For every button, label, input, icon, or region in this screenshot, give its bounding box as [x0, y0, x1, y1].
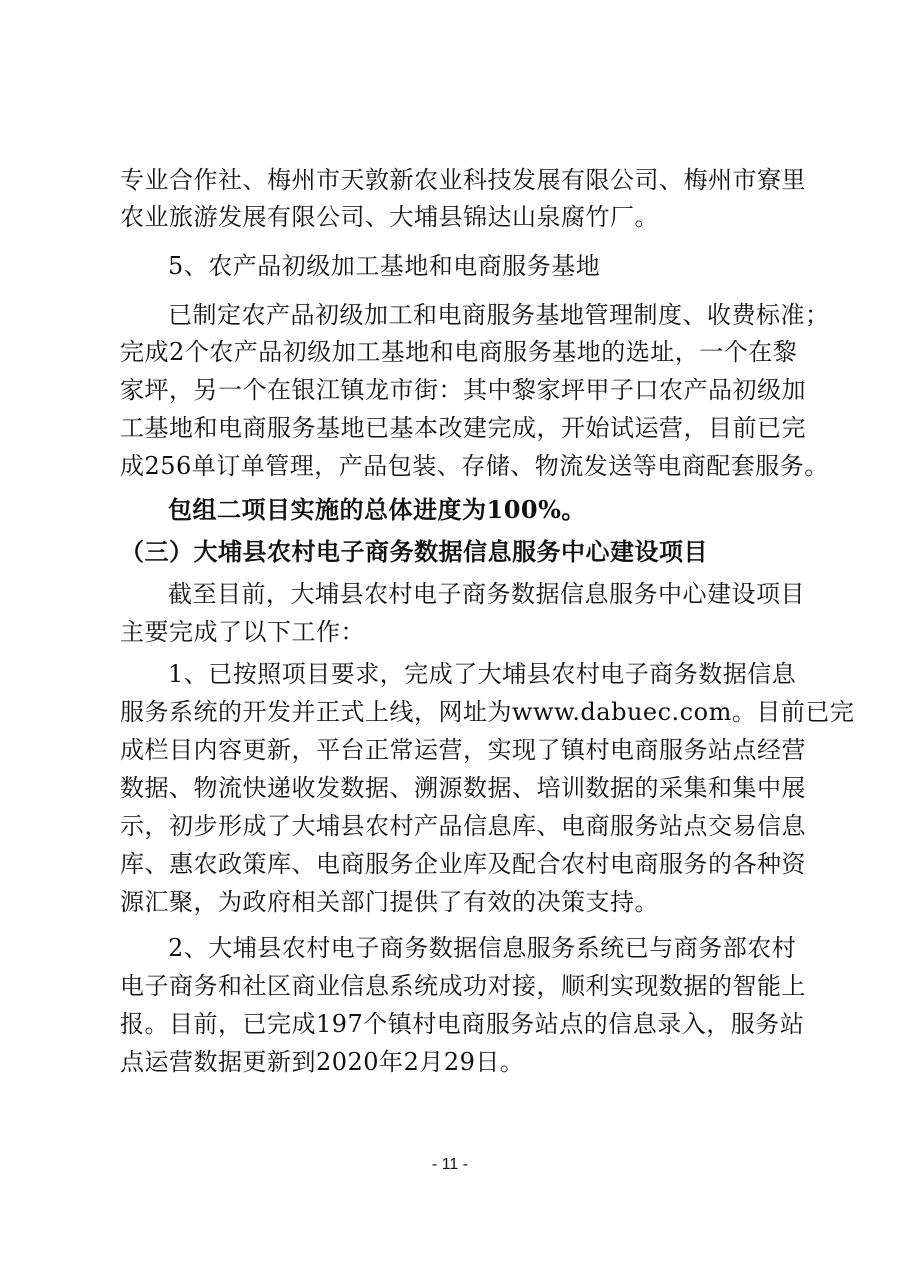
body-text-line: 报。目前，已完成197个镇村电商服务站点的信息录入，服务站 [120, 1010, 805, 1038]
body-text-line: 示，初步形成了大埔县农村产品信息库、电商服务站点交易信息 [120, 812, 806, 840]
body-text-line: 主要完成了以下工作： [120, 618, 365, 646]
body-text-line: 截至目前，大埔县农村电子商务数据信息服务中心建设项目 [168, 580, 805, 608]
body-text-line: 工基地和电商服务基地已基本改建完成，开始试运营，目前已完 [120, 414, 806, 442]
body-text-line: 完成2个农产品初级加工基地和电商服务基地的选址，一个在黎 [120, 338, 798, 366]
body-text-line: 点运营数据更新到2020年2月29日。 [120, 1048, 525, 1076]
section-heading-3: （三）大埔县农村电子商务数据信息服务中心建设项目 [120, 537, 708, 566]
body-text-line: 成栏目内容更新，平台正常运营，实现了镇村电商服务站点经营 [120, 736, 806, 764]
body-text-line: 农业旅游发展有限公司、大埔县锦达山泉腐竹厂。 [120, 203, 659, 231]
body-text-line: 家坪，另一个在银江镇龙市街：其中黎家坪甲子口农产品初级加 [120, 376, 806, 404]
body-text-line: 已制定农产品初级加工和电商服务基地管理制度、收费标准； [168, 301, 830, 329]
body-text-line: 电子商务和社区商业信息系统成功对接，顺利实现数据的智能上 [120, 972, 806, 1000]
body-text-line: 1、已按照项目要求，完成了大埔县农村电子商务数据信息 [168, 660, 797, 688]
body-text-line: 数据、物流快递收发数据、溯源数据、培训数据的采集和集中展 [120, 774, 806, 802]
page-number: - 11 - [431, 1156, 469, 1173]
body-text-line: 源汇聚，为政府相关部门提供了有效的决策支持。 [120, 888, 659, 916]
body-text-line: 2、大埔县农村电子商务数据信息服务系统已与商务部农村 [168, 934, 797, 962]
body-text-line: 成256单订单管理，产品包装、存储、物流发送等电商配套服务。 [120, 452, 829, 480]
section-heading-5: 5、农产品初级加工基地和电商服务基地 [168, 252, 601, 280]
body-text-line: 专业合作社、梅州市天敦新农业科技发展有限公司、梅州市寮里 [120, 166, 806, 194]
body-text-line: 库、惠农政策库、电商服务企业库及配合农村电商服务的各种资 [120, 850, 806, 878]
body-text-line: 服务系统的开发并正式上线，网址为www.dabuec.com。目前已完 [120, 698, 855, 726]
progress-summary: 包组二项目实施的总体进度为100%。 [168, 495, 586, 524]
